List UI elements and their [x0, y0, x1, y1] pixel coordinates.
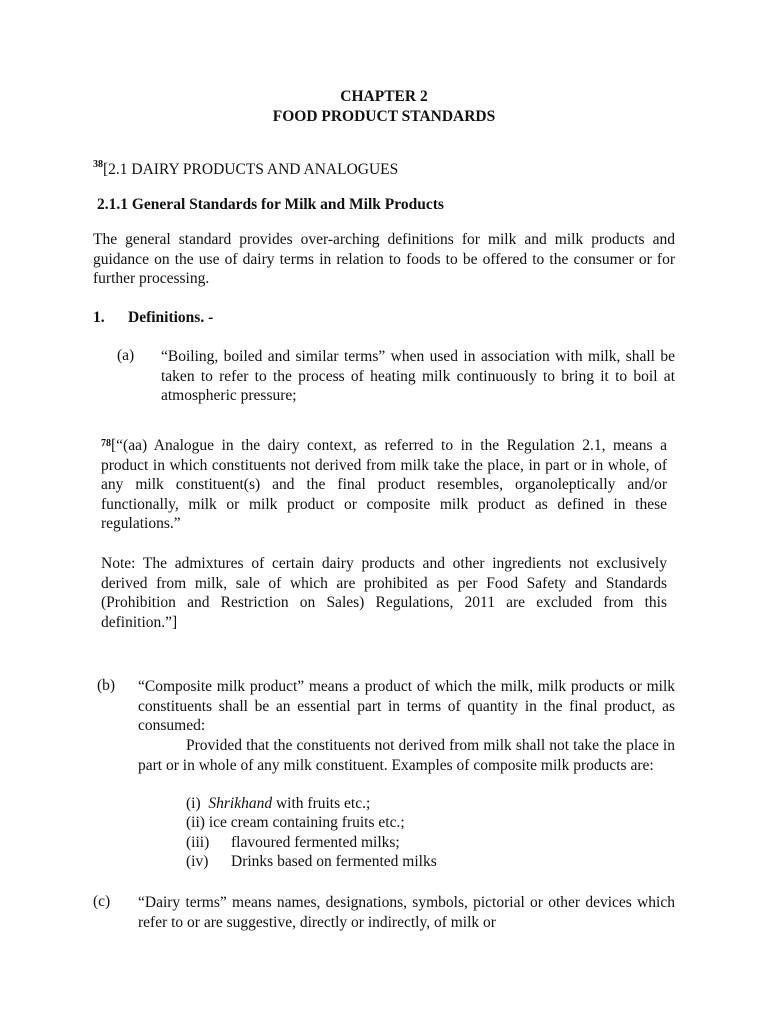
definition-aa	[101, 436, 667, 534]
note-paragraph: Note: The admixtures of certain dairy products and other ingredients not exclusively derived from milk, sale of which are prohibited as per Food Safety and Standards (Prohibition and Restriction on Sales) Regulations, 2011 are excluded from this definition.”]	[101, 555, 667, 631]
example-num: (iv)	[186, 853, 209, 870]
example-text: ice cream containing fruits etc.;	[204, 814, 405, 831]
definition-b-text: “Composite milk product” means a product of which the milk, milk products or milk constituents shall be an essential part in terms of quantity in the final product, as consumed:	[138, 678, 675, 734]
aa-footnote-ref: 78	[101, 438, 111, 449]
definition-aa-text: [“(aa) Analogue in the dairy context, as referred to in the Regulation 2.1, means a product in which constituents not derived from milk take the place, in part or in whole, of any milk constituent(s) and the final product resembles, organoleptically and/or functionally, milk or milk product or composite milk product as defined in these regulations.”	[101, 437, 667, 532]
example-em: Shrikhand	[208, 795, 273, 812]
definition-c-text: “Dairy terms” means names, designations, symbols, pictorial or other devices which refer to or are suggestive, directly or indirectly, of milk or	[138, 894, 675, 931]
section-footnote-ref: 38	[93, 159, 103, 170]
example-num: (i)	[186, 795, 201, 812]
example-num: (iii)	[186, 834, 210, 851]
section-heading	[93, 161, 398, 179]
definition-b-label: (b)	[97, 677, 116, 694]
example-item	[186, 795, 370, 813]
chapter-subtitle: FOOD PRODUCT STANDARDS	[272, 108, 496, 125]
chapter-title: CHAPTER 2	[340, 88, 428, 105]
definitions-number: 1.	[93, 309, 105, 326]
example-item	[186, 834, 209, 852]
definition-c-label: (c)	[93, 893, 111, 910]
example-item	[186, 853, 208, 871]
example-num: (ii)	[186, 814, 205, 831]
intro-paragraph: The general standard provides over-arching definitions for milk and milk products and guidance on the use of dairy terms in relation to foods to be offered to the consumer or for further processing.	[93, 231, 675, 287]
subsection-heading: 2.1.1 General Standards for Milk and Milk Products	[97, 196, 444, 213]
definition-a-label: (a)	[117, 347, 135, 364]
section-heading-text: [2.1 DAIRY PRODUCTS AND ANALOGUES	[103, 161, 399, 178]
definitions-heading: Definitions. -	[128, 309, 214, 326]
example-text: with fruits etc.;	[272, 795, 371, 812]
example-item	[186, 814, 405, 832]
definition-b-proviso: Provided that the constituents not derived from milk shall not take the place in part or in whole of any milk constituent. Examples of composite milk products are:	[138, 737, 675, 774]
example-text: flavoured fermented milks;	[231, 834, 400, 851]
definition-a-text: “Boiling, boiled and similar terms” when used in association with milk, shall be taken to refer to the process of heating milk continuously to bring it to boil at atmospheric pressure;	[161, 348, 675, 404]
example-text: Drinks based on fermented milks	[231, 853, 437, 870]
